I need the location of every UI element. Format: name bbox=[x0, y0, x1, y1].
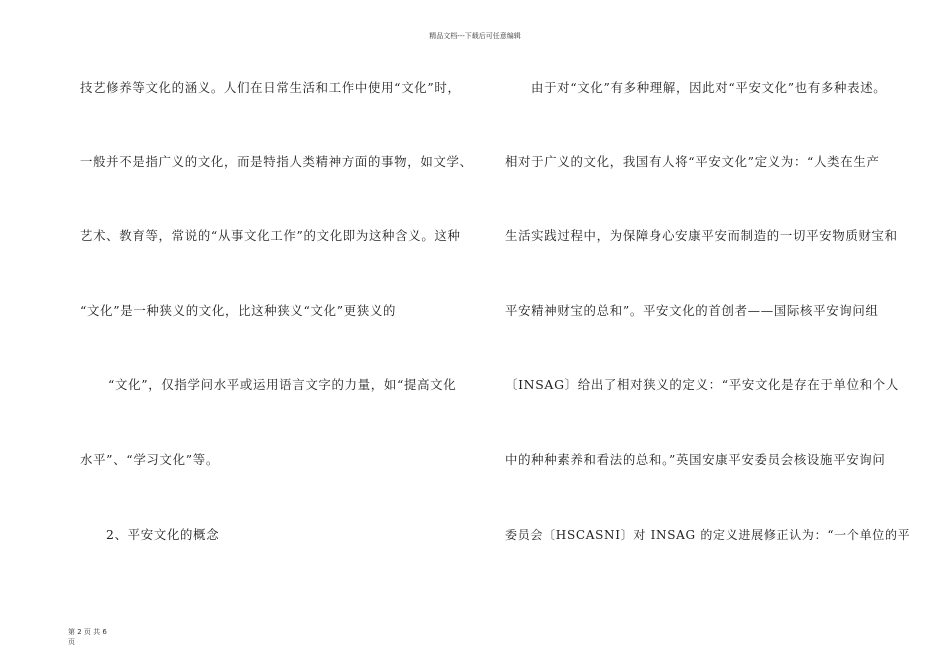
right-line-2: 相对于广义的文化，我国有人将“平安文化”定义为：“人类在生产 bbox=[505, 154, 880, 169]
page-number: 第 2 页 共 6 页 bbox=[68, 628, 107, 646]
left-line-6: 水平”、“学习文化”等。 bbox=[80, 452, 219, 467]
left-line-2: 一般并不是指广义的文化，而是特指人类精神方面的事物，如文学、 bbox=[80, 154, 473, 169]
left-line-1: 技艺修养等文化的涵义。人们在日常生活和工作中使用“文化”时， bbox=[80, 80, 461, 95]
section-heading: 2、平安文化的概念 bbox=[106, 527, 220, 542]
right-line-6: 中的种种素养和看法的总和。”英国安康平安委员会核设施平安询问 bbox=[505, 452, 886, 467]
right-line-3: 生活实践过程中，为保障身心安康平安而制造的一切平安物质财宝和 bbox=[505, 228, 898, 243]
right-line-4: 平安精神财宝的总和”。平安文化的首创者——国际核平安询问组 bbox=[505, 303, 879, 318]
page-header: 精品文档---下载后可任意编辑 bbox=[429, 32, 521, 40]
right-line-5: 〔INSAG〕给出了相对狭义的定义：“平安文化是存在于单位和个人 bbox=[505, 377, 899, 392]
left-line-3: 艺术、教育等，常说的“从事文化工作”的文化即为这种含义。这种 bbox=[80, 228, 461, 243]
left-line-5: “文化”，仅指学问水平或运用语言文字的力量，如“提高文化 bbox=[108, 377, 457, 392]
right-line-7: 委员会〔HSCASNI〕对 INSAG 的定义进展修正认为：“一个单位的平 bbox=[505, 528, 911, 542]
right-line-1: 由于对“文化”有多种理解，因此对“平安文化”也有多种表述。 bbox=[531, 80, 887, 95]
left-line-4: “文化”是一种狭义的文化，比这种狭义“文化”更狭义的 bbox=[80, 303, 397, 318]
